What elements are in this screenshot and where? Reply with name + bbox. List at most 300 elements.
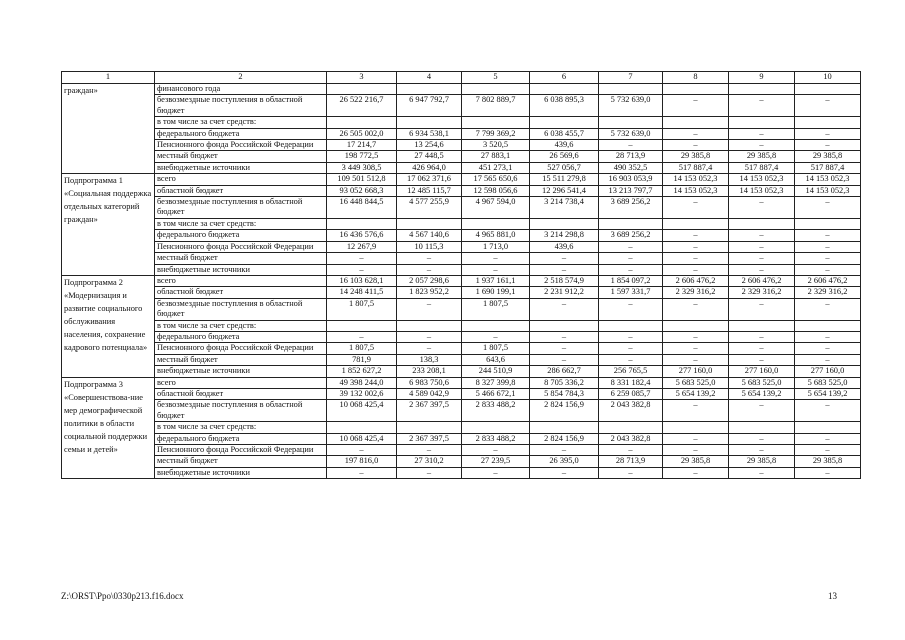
table-row bbox=[62, 366, 861, 377]
value-cell: 93 052 668,3 bbox=[327, 185, 397, 196]
value-cell: 3 449 308,5 bbox=[327, 162, 397, 173]
value-cell: 5 683 525,0 bbox=[795, 377, 861, 388]
table-row bbox=[62, 433, 861, 444]
value-cell: – bbox=[599, 140, 663, 151]
value-cell: 277 160,0 bbox=[729, 366, 795, 377]
column-number: 6 bbox=[530, 72, 599, 84]
value-cell: 6 934 538,1 bbox=[397, 128, 462, 139]
value-cell: 26 569,6 bbox=[530, 151, 599, 162]
value-cell: 1 807,5 bbox=[462, 298, 530, 320]
value-cell: – bbox=[327, 331, 397, 342]
value-cell: 277 160,0 bbox=[663, 366, 729, 377]
value-cell: 10 115,3 bbox=[397, 241, 462, 252]
value-cell: 14 153 052,3 bbox=[663, 174, 729, 185]
indicator-cell: федерального бюджета bbox=[155, 230, 327, 241]
value-cell bbox=[462, 422, 530, 433]
value-cell bbox=[663, 117, 729, 128]
value-cell bbox=[327, 422, 397, 433]
table-row bbox=[62, 287, 861, 298]
value-cell: 6 259 085,7 bbox=[599, 388, 663, 399]
value-cell bbox=[729, 218, 795, 229]
value-cell: – bbox=[795, 433, 861, 444]
value-cell: – bbox=[663, 230, 729, 241]
value-cell: 439,6 bbox=[530, 140, 599, 151]
column-number: 8 bbox=[663, 72, 729, 84]
header-row bbox=[62, 72, 861, 84]
value-cell: – bbox=[729, 433, 795, 444]
value-cell: 10 068 425,4 bbox=[327, 400, 397, 422]
value-cell: – bbox=[599, 264, 663, 275]
indicator-cell: местный бюджет bbox=[155, 151, 327, 162]
value-cell: 2 606 476,2 bbox=[729, 275, 795, 286]
value-cell: 14 153 052,3 bbox=[795, 174, 861, 185]
column-number: 1 bbox=[62, 72, 155, 84]
value-cell: 426 964,0 bbox=[397, 162, 462, 173]
value-cell: – bbox=[663, 140, 729, 151]
value-cell: 2 043 382,8 bbox=[599, 400, 663, 422]
value-cell: 29 385,8 bbox=[795, 151, 861, 162]
value-cell bbox=[599, 320, 663, 331]
value-cell bbox=[729, 84, 795, 95]
value-cell: 5 654 139,2 bbox=[729, 388, 795, 399]
table-row bbox=[62, 230, 861, 241]
value-cell bbox=[530, 84, 599, 95]
value-cell: 2 518 574,9 bbox=[530, 275, 599, 286]
value-cell: 2 231 912,2 bbox=[530, 287, 599, 298]
value-cell: 5 654 139,2 bbox=[795, 388, 861, 399]
column-number: 9 bbox=[729, 72, 795, 84]
value-cell: – bbox=[599, 331, 663, 342]
indicator-cell: финансового года bbox=[155, 84, 327, 95]
value-cell: – bbox=[397, 253, 462, 264]
value-cell: 16 448 844,5 bbox=[327, 197, 397, 219]
value-cell: 2 606 476,2 bbox=[795, 275, 861, 286]
value-cell: 517 887,4 bbox=[795, 162, 861, 173]
value-cell: 1 854 097,2 bbox=[599, 275, 663, 286]
value-cell: 2 833 488,2 bbox=[462, 400, 530, 422]
value-cell: 5 654 139,2 bbox=[663, 388, 729, 399]
value-cell: 7 799 369,2 bbox=[462, 128, 530, 139]
value-cell: 2 833 488,2 bbox=[462, 433, 530, 444]
value-cell: 17 062 371,6 bbox=[397, 174, 462, 185]
value-cell: 8 327 399,8 bbox=[462, 377, 530, 388]
column-number: 4 bbox=[397, 72, 462, 84]
value-cell: 517 887,4 bbox=[729, 162, 795, 173]
value-cell: 2 367 397,5 bbox=[397, 433, 462, 444]
value-cell: 198 772,5 bbox=[327, 151, 397, 162]
table-row bbox=[62, 174, 861, 185]
value-cell: 781,9 bbox=[327, 354, 397, 365]
table-row bbox=[62, 422, 861, 433]
value-cell: – bbox=[729, 264, 795, 275]
indicator-cell: внебюджетные источники bbox=[155, 162, 327, 173]
value-cell: 17 565 650,6 bbox=[462, 174, 530, 185]
value-cell: – bbox=[729, 445, 795, 456]
value-cell: – bbox=[729, 400, 795, 422]
value-cell: – bbox=[663, 95, 729, 117]
value-cell: – bbox=[397, 331, 462, 342]
value-cell bbox=[663, 84, 729, 95]
value-cell: – bbox=[729, 298, 795, 320]
indicator-cell: Пенсионного фонда Российской Федерации bbox=[155, 241, 327, 252]
indicator-cell: федерального бюджета bbox=[155, 433, 327, 444]
value-cell: – bbox=[795, 298, 861, 320]
table-row bbox=[62, 84, 861, 95]
value-cell: – bbox=[397, 445, 462, 456]
value-cell: – bbox=[795, 230, 861, 241]
value-cell bbox=[795, 117, 861, 128]
indicator-cell: безвозмездные поступления в областной бюджет bbox=[155, 400, 327, 422]
value-cell bbox=[397, 117, 462, 128]
value-cell: 286 662,7 bbox=[530, 366, 599, 377]
value-cell bbox=[729, 320, 795, 331]
value-cell bbox=[397, 320, 462, 331]
value-cell: 13 254,6 bbox=[397, 140, 462, 151]
value-cell bbox=[462, 84, 530, 95]
value-cell: – bbox=[462, 331, 530, 342]
value-cell: 14 248 411,5 bbox=[327, 287, 397, 298]
value-cell: 29 385,8 bbox=[663, 151, 729, 162]
value-cell: – bbox=[663, 433, 729, 444]
column-number: 7 bbox=[599, 72, 663, 84]
value-cell: 5 854 784,3 bbox=[530, 388, 599, 399]
value-cell: – bbox=[795, 331, 861, 342]
value-cell: 27 310,2 bbox=[397, 456, 462, 467]
value-cell bbox=[795, 320, 861, 331]
value-cell: – bbox=[397, 343, 462, 354]
indicator-cell: безвозмездные поступления в областной бюджет bbox=[155, 197, 327, 219]
indicator-cell: всего bbox=[155, 174, 327, 185]
continued-program-label: граждан» bbox=[62, 84, 155, 174]
value-cell: – bbox=[795, 400, 861, 422]
table-row bbox=[62, 151, 861, 162]
value-cell: 4 589 042,9 bbox=[397, 388, 462, 399]
value-cell: 1 807,5 bbox=[327, 298, 397, 320]
table-row bbox=[62, 331, 861, 342]
column-number: 2 bbox=[155, 72, 327, 84]
table-row bbox=[62, 354, 861, 365]
value-cell: 2 043 382,8 bbox=[599, 433, 663, 444]
value-cell: 13 213 797,7 bbox=[599, 185, 663, 196]
value-cell: – bbox=[795, 128, 861, 139]
indicator-cell: в том числе за счет средств: bbox=[155, 422, 327, 433]
table-row bbox=[62, 377, 861, 388]
value-cell: – bbox=[663, 253, 729, 264]
value-cell: 1 690 199,1 bbox=[462, 287, 530, 298]
value-cell: 10 068 425,4 bbox=[327, 433, 397, 444]
value-cell: 277 160,0 bbox=[795, 366, 861, 377]
value-cell bbox=[599, 117, 663, 128]
value-cell bbox=[462, 320, 530, 331]
value-cell: – bbox=[729, 253, 795, 264]
value-cell: – bbox=[729, 128, 795, 139]
value-cell: 17 214,7 bbox=[327, 140, 397, 151]
indicator-cell: областной бюджет bbox=[155, 388, 327, 399]
value-cell: 1 852 627,2 bbox=[327, 366, 397, 377]
value-cell bbox=[530, 218, 599, 229]
table-row bbox=[62, 162, 861, 173]
indicator-cell: в том числе за счет средств: bbox=[155, 117, 327, 128]
value-cell: 1 823 952,2 bbox=[397, 287, 462, 298]
budget-table bbox=[61, 71, 861, 479]
value-cell: – bbox=[663, 298, 729, 320]
value-cell: – bbox=[663, 467, 729, 478]
value-cell: 12 296 541,4 bbox=[530, 185, 599, 196]
table-row bbox=[62, 241, 861, 252]
value-cell: 14 153 052,3 bbox=[729, 185, 795, 196]
value-cell: – bbox=[663, 354, 729, 365]
value-cell: 29 385,8 bbox=[729, 456, 795, 467]
value-cell bbox=[530, 320, 599, 331]
indicator-cell: в том числе за счет средств: bbox=[155, 218, 327, 229]
value-cell: 3 214 298,8 bbox=[530, 230, 599, 241]
column-number: 5 bbox=[462, 72, 530, 84]
value-cell: – bbox=[663, 400, 729, 422]
document-path: Z:\ORST\Ppo\0330p213.f16.docx bbox=[61, 591, 184, 601]
value-cell: 2 824 156,9 bbox=[530, 400, 599, 422]
value-cell: 244 510,9 bbox=[462, 366, 530, 377]
value-cell: – bbox=[663, 197, 729, 219]
value-cell: 12 267,9 bbox=[327, 241, 397, 252]
indicator-cell: местный бюджет bbox=[155, 456, 327, 467]
value-cell: – bbox=[663, 343, 729, 354]
value-cell: – bbox=[729, 354, 795, 365]
value-cell: – bbox=[729, 140, 795, 151]
value-cell: 14 153 052,3 bbox=[795, 185, 861, 196]
value-cell: 1 713,0 bbox=[462, 241, 530, 252]
value-cell: – bbox=[530, 264, 599, 275]
value-cell bbox=[663, 218, 729, 229]
value-cell: – bbox=[663, 264, 729, 275]
value-cell: 14 153 052,3 bbox=[663, 185, 729, 196]
value-cell: – bbox=[795, 264, 861, 275]
value-cell bbox=[327, 320, 397, 331]
value-cell: 2 367 397,5 bbox=[397, 400, 462, 422]
value-cell bbox=[663, 320, 729, 331]
value-cell: 2 606 476,2 bbox=[663, 275, 729, 286]
indicator-cell: федерального бюджета bbox=[155, 128, 327, 139]
value-cell: 6 038 895,3 bbox=[530, 95, 599, 117]
value-cell: 15 511 279,8 bbox=[530, 174, 599, 185]
value-cell: 5 466 672,1 bbox=[462, 388, 530, 399]
value-cell bbox=[729, 117, 795, 128]
value-cell bbox=[795, 422, 861, 433]
page-number: 13 bbox=[828, 591, 837, 601]
value-cell: – bbox=[599, 467, 663, 478]
value-cell: 8 331 182,4 bbox=[599, 377, 663, 388]
table-row bbox=[62, 400, 861, 422]
value-cell: – bbox=[663, 128, 729, 139]
value-cell: – bbox=[599, 253, 663, 264]
value-cell bbox=[397, 84, 462, 95]
indicator-cell: безвозмездные поступления в областной бюджет bbox=[155, 298, 327, 320]
value-cell: – bbox=[795, 467, 861, 478]
value-cell: – bbox=[462, 445, 530, 456]
table-row bbox=[62, 95, 861, 117]
value-cell: 6 983 750,6 bbox=[397, 377, 462, 388]
value-cell: 29 385,8 bbox=[663, 456, 729, 467]
value-cell: – bbox=[599, 298, 663, 320]
value-cell bbox=[729, 422, 795, 433]
value-cell: 4 567 140,6 bbox=[397, 230, 462, 241]
indicator-cell: Пенсионного фонда Российской Федерации bbox=[155, 343, 327, 354]
value-cell: 5 732 639,0 bbox=[599, 95, 663, 117]
value-cell: 16 103 628,1 bbox=[327, 275, 397, 286]
value-cell: – bbox=[795, 343, 861, 354]
value-cell: – bbox=[397, 467, 462, 478]
value-cell bbox=[599, 422, 663, 433]
indicator-cell: внебюджетные источники bbox=[155, 366, 327, 377]
column-number: 3 bbox=[327, 72, 397, 84]
value-cell bbox=[530, 422, 599, 433]
value-cell: 109 501 512,8 bbox=[327, 174, 397, 185]
value-cell: – bbox=[462, 264, 530, 275]
indicator-cell: федерального бюджета bbox=[155, 331, 327, 342]
value-cell: 2 329 316,2 bbox=[795, 287, 861, 298]
value-cell: 197 816,0 bbox=[327, 456, 397, 467]
value-cell: – bbox=[729, 230, 795, 241]
value-cell: 5 683 525,0 bbox=[663, 377, 729, 388]
value-cell bbox=[462, 218, 530, 229]
table-row bbox=[62, 320, 861, 331]
value-cell: 1 807,5 bbox=[327, 343, 397, 354]
value-cell: – bbox=[397, 264, 462, 275]
indicator-cell: в том числе за счет средств: bbox=[155, 320, 327, 331]
value-cell: – bbox=[795, 241, 861, 252]
indicator-cell: областной бюджет bbox=[155, 185, 327, 196]
indicator-cell: Пенсионного фонда Российской Федерации bbox=[155, 445, 327, 456]
table-row bbox=[62, 445, 861, 456]
value-cell: 29 385,8 bbox=[729, 151, 795, 162]
value-cell: 27 883,1 bbox=[462, 151, 530, 162]
table-row bbox=[62, 275, 861, 286]
table-row bbox=[62, 343, 861, 354]
indicator-cell: Пенсионного фонда Российской Федерации bbox=[155, 140, 327, 151]
indicator-cell: безвозмездные поступления в областной бюджет bbox=[155, 95, 327, 117]
value-cell: – bbox=[795, 354, 861, 365]
value-cell bbox=[530, 117, 599, 128]
value-cell: 5 683 525,0 bbox=[729, 377, 795, 388]
value-cell: 490 352,5 bbox=[599, 162, 663, 173]
table-row bbox=[62, 467, 861, 478]
value-cell: – bbox=[530, 354, 599, 365]
indicator-cell: внебюджетные источники bbox=[155, 467, 327, 478]
value-cell: 12 598 056,6 bbox=[462, 185, 530, 196]
value-cell bbox=[795, 218, 861, 229]
subprogram-3-label: Подпрограмма 3 «Совершенствова-ние мер демографической политики в области социальной поддержки семьи и детей» bbox=[62, 377, 155, 479]
value-cell: – bbox=[729, 197, 795, 219]
value-cell: – bbox=[599, 354, 663, 365]
value-cell: 3 689 256,2 bbox=[599, 230, 663, 241]
value-cell: – bbox=[795, 197, 861, 219]
value-cell: 16 903 053,9 bbox=[599, 174, 663, 185]
value-cell: 49 398 244,0 bbox=[327, 377, 397, 388]
value-cell: 6 038 455,7 bbox=[530, 128, 599, 139]
value-cell bbox=[795, 84, 861, 95]
value-cell: 7 802 889,7 bbox=[462, 95, 530, 117]
subprogram-1-label: Подпрограмма 1 «Социальная поддержка отдельных категорий граждан» bbox=[62, 174, 155, 276]
value-cell: 4 965 881,0 bbox=[462, 230, 530, 241]
value-cell: 527 056,7 bbox=[530, 162, 599, 173]
value-cell bbox=[397, 218, 462, 229]
value-cell: – bbox=[327, 264, 397, 275]
value-cell: 8 705 336,2 bbox=[530, 377, 599, 388]
subprogram-2-label: Подпрограмма 2 «Модернизация и развитие социального обслуживания населения, сохранение кадрового потенциала» bbox=[62, 275, 155, 377]
indicator-cell: областной бюджет bbox=[155, 287, 327, 298]
value-cell: 2 329 316,2 bbox=[663, 287, 729, 298]
value-cell: 26 505 002,0 bbox=[327, 128, 397, 139]
value-cell: – bbox=[462, 467, 530, 478]
value-cell: 2 329 316,2 bbox=[729, 287, 795, 298]
value-cell: – bbox=[729, 467, 795, 478]
value-cell: – bbox=[462, 253, 530, 264]
table-row bbox=[62, 264, 861, 275]
value-cell: 2 824 156,9 bbox=[530, 433, 599, 444]
value-cell: 439,6 bbox=[530, 241, 599, 252]
value-cell: 1 937 161,1 bbox=[462, 275, 530, 286]
value-cell: – bbox=[530, 298, 599, 320]
value-cell: 5 732 639,0 bbox=[599, 128, 663, 139]
value-cell: 4 967 594,0 bbox=[462, 197, 530, 219]
value-cell: 29 385,8 bbox=[795, 456, 861, 467]
value-cell: – bbox=[397, 298, 462, 320]
value-cell: 26 395,0 bbox=[530, 456, 599, 467]
value-cell: 256 765,5 bbox=[599, 366, 663, 377]
value-cell: – bbox=[530, 343, 599, 354]
value-cell: 6 947 792,7 bbox=[397, 95, 462, 117]
value-cell: 1 807,5 bbox=[462, 343, 530, 354]
value-cell: 16 436 576,6 bbox=[327, 230, 397, 241]
value-cell: 28 713,9 bbox=[599, 456, 663, 467]
value-cell: 3 689 256,2 bbox=[599, 197, 663, 219]
indicator-cell: всего bbox=[155, 377, 327, 388]
table-row bbox=[62, 140, 861, 151]
value-cell: – bbox=[729, 343, 795, 354]
value-cell bbox=[462, 117, 530, 128]
value-cell: 14 153 052,3 bbox=[729, 174, 795, 185]
value-cell: – bbox=[663, 241, 729, 252]
indicator-cell: всего bbox=[155, 275, 327, 286]
indicator-cell: местный бюджет bbox=[155, 253, 327, 264]
value-cell: 26 522 216,7 bbox=[327, 95, 397, 117]
value-cell: – bbox=[530, 445, 599, 456]
table-row bbox=[62, 128, 861, 139]
value-cell: – bbox=[795, 253, 861, 264]
table-row bbox=[62, 253, 861, 264]
value-cell: – bbox=[530, 253, 599, 264]
table-row bbox=[62, 185, 861, 196]
value-cell: 451 273,1 bbox=[462, 162, 530, 173]
value-cell: – bbox=[327, 445, 397, 456]
value-cell: 233 208,1 bbox=[397, 366, 462, 377]
value-cell: 3 520,5 bbox=[462, 140, 530, 151]
table-row bbox=[62, 117, 861, 128]
value-cell bbox=[327, 117, 397, 128]
value-cell: – bbox=[729, 95, 795, 117]
value-cell: – bbox=[795, 140, 861, 151]
value-cell: 1 597 331,7 bbox=[599, 287, 663, 298]
value-cell bbox=[327, 84, 397, 95]
column-number: 10 bbox=[795, 72, 861, 84]
value-cell: 517 887,4 bbox=[663, 162, 729, 173]
value-cell: – bbox=[663, 331, 729, 342]
value-cell: – bbox=[327, 467, 397, 478]
value-cell: – bbox=[530, 331, 599, 342]
value-cell: 4 577 255,9 bbox=[397, 197, 462, 219]
value-cell: 138,3 bbox=[397, 354, 462, 365]
value-cell bbox=[599, 218, 663, 229]
value-cell: 2 057 298,6 bbox=[397, 275, 462, 286]
